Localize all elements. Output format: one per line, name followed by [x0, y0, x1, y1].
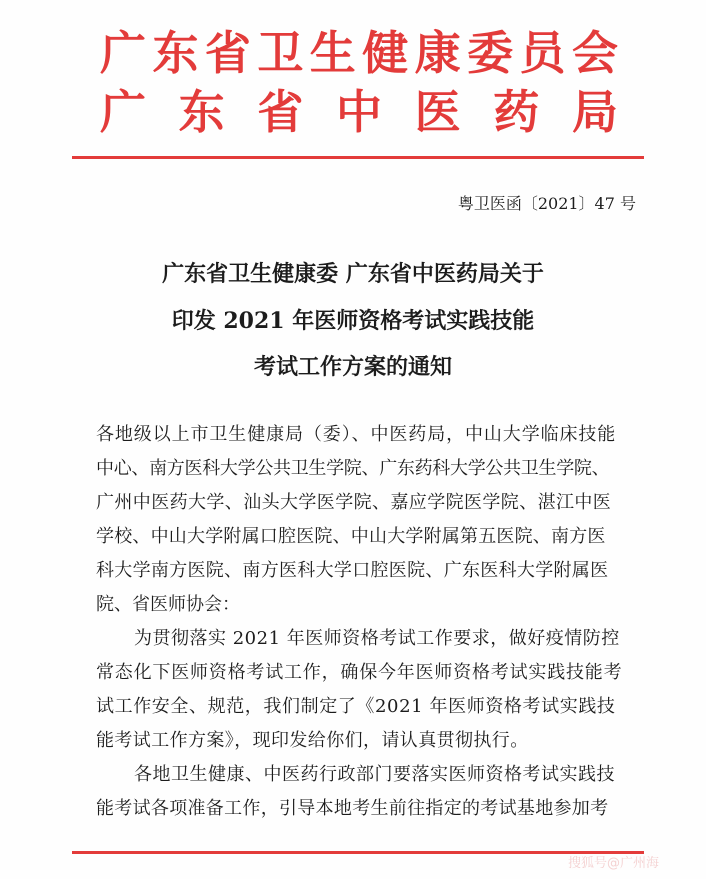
header-character: 省	[204, 26, 251, 80]
header-character: 药	[493, 85, 540, 139]
body-text-line: 中心、南方医科大学公共卫生学院、广东药科大学公共卫生学院、	[96, 458, 610, 479]
footer-divider	[72, 851, 644, 854]
header-character: 省	[257, 85, 304, 139]
issuer-name-tcm-bureau	[100, 87, 618, 137]
header-character: 健	[362, 26, 409, 80]
body-text-line: 为贯彻落实 2021 年医师资格考试工作要求，做好疫情防控	[134, 628, 620, 649]
header-character: 委	[467, 26, 514, 80]
header-character: 广	[100, 85, 146, 139]
header-character: 卫	[257, 26, 304, 80]
document-title-line-2: 印发 2021 年医师资格考试实践技能	[171, 308, 535, 334]
body-text-line: 常态化下医师资格考试工作，确保今年医师资格考试实践技能考	[96, 662, 623, 683]
body-text-line: 学校、中山大学附属口腔医院、中山大学附属第五医院、南方医	[96, 526, 606, 547]
header-character: 广	[100, 26, 146, 80]
body-text-line: 各地卫生健康、中医药行政部门要落实医师资格考试实践技	[134, 764, 615, 785]
body-text-line: 能考试工作方案》，现印发给你们，请认真贯彻执行。	[96, 730, 529, 751]
body-text-line: 各地级以上市卫生健康局（委）、中医药局，中山大学临床技能	[96, 424, 617, 445]
header-divider	[72, 156, 644, 159]
header-character: 医	[414, 85, 461, 139]
header-character: 中	[335, 85, 382, 139]
issuer-name-health-commission	[100, 28, 618, 78]
header-character: 会	[571, 26, 618, 80]
body-text-line: 科大学南方医院、南方医科大学口腔医院、广东医科大学附属医	[96, 560, 609, 581]
document-number: 粤卫医函〔2021〕47 号	[457, 194, 636, 213]
body-text-line: 能考试各项准备工作，引导本地考生前往指定的考试基地参加考	[96, 798, 609, 819]
header-character: 局	[571, 85, 618, 139]
header-character: 东	[178, 85, 225, 139]
document-title-line-3: 考试工作方案的通知	[253, 354, 452, 380]
header-character: 东	[152, 26, 199, 80]
header-character: 生	[309, 26, 356, 80]
document-title-line-1: 广东省卫生健康委 广东省中医药局关于	[162, 261, 544, 287]
header-character: 员	[519, 26, 566, 80]
body-text-line: 试工作安全、规范，我们制定了《2021 年医师资格考试实践技	[96, 696, 616, 717]
header-character: 康	[414, 26, 461, 80]
watermark-text: 搜狐号@广州海	[568, 856, 660, 871]
body-text-line: 广州中医药大学、汕头大学医学院、嘉应学院医学院、湛江中医	[96, 492, 612, 513]
body-text-line: 院、省医师协会：	[96, 594, 240, 615]
